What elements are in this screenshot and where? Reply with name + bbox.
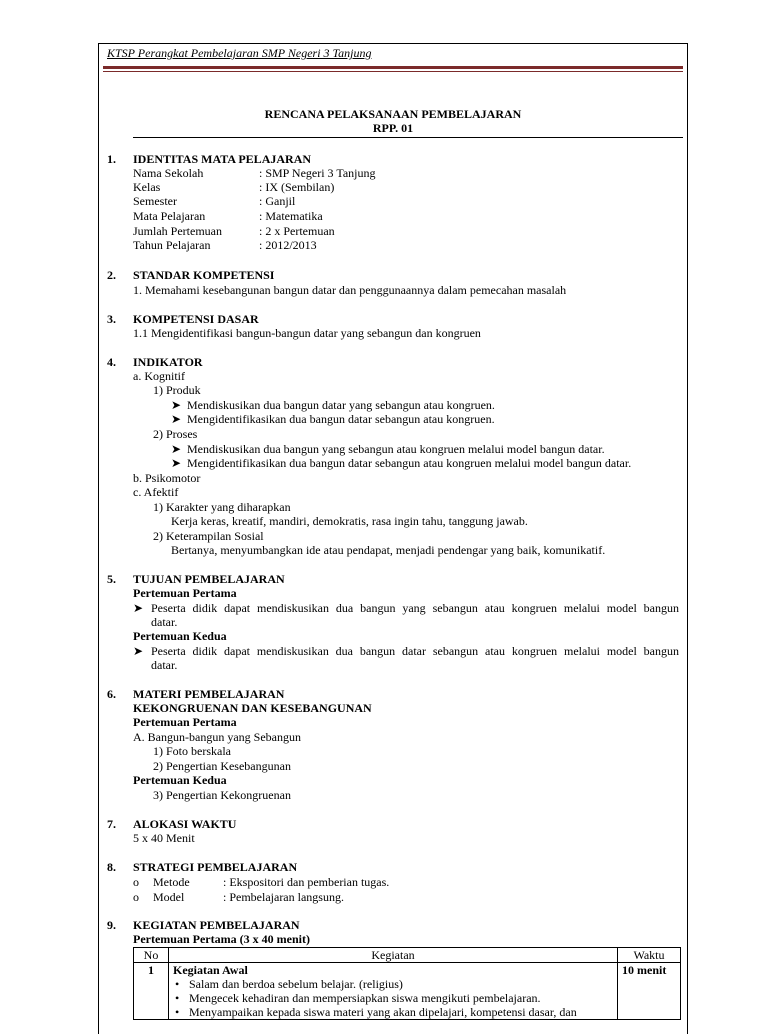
s1-key: Semester [133, 194, 177, 208]
s6-p1: Pertemuan Pertama [133, 715, 237, 729]
th-waktu: Waktu [618, 948, 681, 963]
s5-p2t1: Peserta didik dapat mendiskusikan dua bangun datar sebangun atau kongruen melalui model bangun [151, 644, 679, 658]
s1-key: Mata Pelajaran [133, 209, 206, 223]
s1-val: : Matematika [259, 209, 323, 223]
s5-p2t2: datar. [151, 658, 178, 672]
title-rule [133, 137, 683, 138]
document-page [98, 43, 688, 1034]
row-no: 1 [134, 963, 169, 1020]
s9-heading: KEGIATAN PEMBELAJARAN [133, 918, 300, 932]
s1-key: Kelas [133, 180, 161, 194]
s3-num: 3. [107, 312, 116, 326]
s5-p2: Pertemuan Kedua [133, 629, 227, 643]
s4-c1t: Kerja keras, kreatif, mandiri, demokratis, rasa ingin tahu, tanggung jawab. [171, 514, 528, 528]
s5-heading: TUJUAN PEMBELAJARAN [133, 572, 285, 586]
arrow-bullet-icon: ➤ [171, 442, 182, 456]
arrow-bullet-icon: ➤ [171, 398, 182, 412]
s1-key: Tahun Pelajaran [133, 238, 211, 252]
s6-heading: MATERI PEMBELAJARAN [133, 687, 285, 701]
circle-bullet-icon: o [133, 890, 139, 904]
s4-num: 4. [107, 355, 116, 369]
s4-a1ii: Mengidentifikasikan dua bangun datar sebangun atau kongruen. [187, 412, 495, 426]
s1-val: : 2 x Pertemuan [259, 224, 335, 238]
s2-heading: STANDAR KOMPETENSI [133, 268, 275, 282]
s6-p2: Pertemuan Kedua [133, 773, 227, 787]
s4-c2t: Bertanya, menyumbangkan ide atau pendapat, menjadi pendengar yang baik, komunikatif. [171, 543, 606, 557]
s7-text: 5 x 40 Menit [133, 831, 195, 845]
s1-heading: IDENTITAS MATA PELAJARAN [133, 152, 312, 166]
s6-A3: 3) Pengertian Kekongruenan [153, 788, 291, 802]
table-row [134, 963, 681, 1020]
s4-a2ii: Mengidentifikasikan dua bangun datar sebangun atau kongruen melalui model bangun datar. [187, 456, 632, 470]
s4-a2i: Mendiskusikan dua bangun yang sebangun atau kongruen melalui model bangun datar. [187, 442, 605, 456]
arrow-bullet-icon: ➤ [133, 601, 144, 615]
s4-a2: 2) Proses [153, 427, 198, 441]
s6-A1: 1) Foto berskala [153, 744, 231, 758]
doc-subtitle: RPP. 01 [372, 121, 414, 135]
th-kegiatan: Kegiatan [169, 948, 618, 963]
s9-p1: Pertemuan Pertama (3 x 40 menit) [133, 932, 310, 946]
s4-c1: 1) Karakter yang diharapkan [153, 500, 291, 514]
header-rule-thin [103, 71, 683, 72]
s1-val: : 2012/2013 [259, 238, 317, 252]
s8-r2v: : Pembelajaran langsung. [223, 890, 344, 904]
s8-r1v: : Ekspositori dan pemberian tugas. [223, 875, 390, 889]
list-item: • Mengecek kehadiran dan mempersiapkan siswa mengikuti pembelajaran. [173, 991, 613, 1005]
s7-num: 7. [107, 817, 116, 831]
s4-a: a. Kognitif [133, 369, 185, 383]
s1-val: : IX (Sembilan) [259, 180, 335, 194]
running-header: KTSP Perangkat Pembelajaran SMP Negeri 3 Tanjung [107, 46, 372, 60]
s1-val: : Ganjil [259, 194, 296, 208]
s1-val: : SMP Negeri 3 Tanjung [259, 166, 376, 180]
row-kegiatan [169, 963, 618, 1020]
list-item: • Salam dan berdoa sebelum belajar. (religius) [173, 977, 613, 991]
s6-A2: 2) Pengertian Kesebangunan [153, 759, 291, 773]
s3-item: 1.1 Mengidentifikasi bangun-bangun datar yang sebangun dan kongruen [133, 326, 481, 340]
s4-c: c. Afektif [133, 485, 179, 499]
s6-num: 6. [107, 687, 116, 701]
doc-title: RENCANA PELAKSANAAN PEMBELAJARAN [264, 107, 522, 121]
s2-num: 2. [107, 268, 116, 282]
row-title: Kegiatan Awal [173, 963, 248, 977]
s3-heading: KOMPETENSI DASAR [133, 312, 259, 326]
s4-c2: 2) Keterampilan Sosial [153, 529, 264, 543]
arrow-bullet-icon: ➤ [133, 644, 144, 658]
arrow-bullet-icon: ➤ [171, 456, 182, 470]
s4-heading: INDIKATOR [133, 355, 203, 369]
s5-p1: Pertemuan Pertama [133, 586, 237, 600]
s5-p1t2: datar. [151, 615, 178, 629]
th-no: No [134, 948, 169, 963]
s1-key: Nama Sekolah [133, 166, 204, 180]
row-waktu: 10 menit [618, 963, 681, 1020]
s7-heading: ALOKASI WAKTU [133, 817, 237, 831]
s6-sub: KEKONGRUENAN DAN KESEBANGUNAN [133, 701, 372, 715]
s8-heading: STRATEGI PEMBELAJARAN [133, 860, 298, 874]
s1-num: 1. [107, 152, 116, 166]
header-rule-thick [103, 66, 683, 69]
s8-num: 8. [107, 860, 116, 874]
s9-num: 9. [107, 918, 116, 932]
s8-r2k: Model [153, 890, 185, 904]
s5-p1t1: Peserta didik dapat mendiskusikan dua bangun yang sebangun atau kongruen melalui model bangun [151, 601, 679, 615]
s1-key: Jumlah Pertemuan [133, 224, 222, 238]
s4-b: b. Psikomotor [133, 471, 201, 485]
s2-item: 1. Memahami kesebangunan bangun datar dan penggunaannya dalam pemecahan masalah [133, 283, 567, 297]
activity-table [133, 947, 681, 1020]
s5-num: 5. [107, 572, 116, 586]
arrow-bullet-icon: ➤ [171, 412, 182, 426]
list-item: • Menyampaikan kepada siswa materi yang akan dipelajari, kompetensi dasar, dan [173, 1005, 613, 1019]
s8-r1k: Metode [153, 875, 190, 889]
circle-bullet-icon: o [133, 875, 139, 889]
table-header-row [134, 948, 681, 963]
s4-a1i: Mendiskusikan dua bangun datar yang sebangun atau kongruen. [187, 398, 495, 412]
s6-A: A. Bangun-bangun yang Sebangun [133, 730, 301, 744]
s4-a1: 1) Produk [153, 383, 201, 397]
